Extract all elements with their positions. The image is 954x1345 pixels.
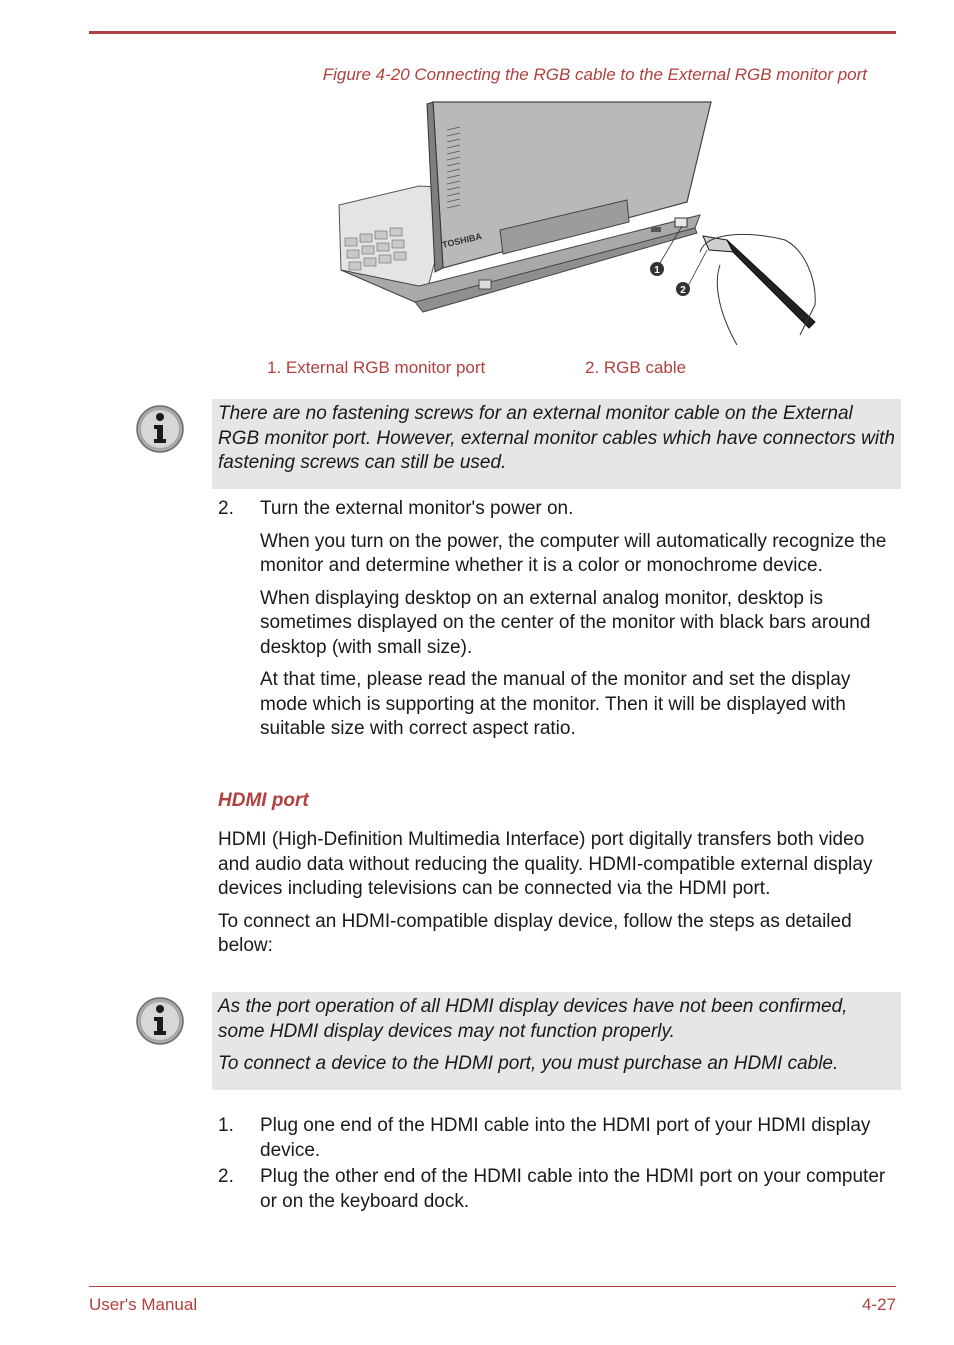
info-icon	[135, 996, 185, 1046]
footer-title: User's Manual	[89, 1295, 198, 1314]
step-text: Plug the other end of the HDMI cable into the HDMI port on your computer or on the keyboard dock.	[260, 1166, 886, 1212]
step-number: 2.	[218, 498, 234, 519]
callout-1: 1	[654, 265, 660, 276]
note-text: As the port operation of all HDMI display devices have not been confirmed, some HDMI display devices may not function properly.	[218, 996, 848, 1042]
callout-2: 2	[680, 285, 686, 296]
list-item	[218, 1165, 898, 1214]
figure-illustration	[335, 100, 825, 348]
info-icon	[135, 404, 185, 454]
rgb-steps	[218, 497, 898, 750]
figure-caption: Figure 4-20 Connecting the RGB cable to the External RGB monitor port	[322, 65, 867, 84]
hdmi-steps	[218, 1114, 898, 1222]
step-detail: When you turn on the power, the computer will automatically recognize the monitor and determine whether it is a color or monochrome device.	[260, 530, 887, 576]
hdmi-intro	[218, 828, 898, 967]
brand-logo: TOSHIBA	[441, 231, 483, 250]
legend-item-1: 1. External RGB monitor port	[267, 358, 486, 377]
page-number: 4-27	[861, 1295, 896, 1314]
paragraph: To connect an HDMI-compatible display device, follow the steps as detailed below:	[218, 910, 852, 956]
note-box	[212, 399, 901, 489]
note-text: There are no fastening screws for an external monitor cable on the External RGB monitor port. However, external monitor cables which have connectors with fastening screws can still be used.	[218, 403, 895, 473]
note-box	[212, 992, 901, 1090]
step-number: 1.	[218, 1115, 234, 1136]
step-number: 2.	[218, 1166, 234, 1187]
step-detail: At that time, please read the manual of the monitor and set the display mode which is supporting at the monitor. Then it will be displayed with suitable size with correct aspect ratio.	[260, 669, 851, 739]
footer-rule	[89, 1286, 896, 1287]
list-item	[218, 497, 898, 522]
step-text: Plug one end of the HDMI cable into the HDMI port of your HDMI display device.	[260, 1115, 871, 1161]
step-text: Turn the external monitor's power on.	[260, 498, 574, 519]
step-detail: When displaying desktop on an external analog monitor, desktop is sometimes displayed on the center of the monitor with black bars around desktop (with small size).	[260, 587, 871, 658]
legend-item-2: 2. RGB cable	[585, 358, 687, 377]
list-item	[218, 1114, 898, 1163]
section-heading: HDMI port	[218, 790, 309, 811]
note-text: To connect a device to the HDMI port, you must purchase an HDMI cable.	[218, 1053, 839, 1074]
header-rule	[89, 31, 896, 34]
paragraph: HDMI (High-Definition Multimedia Interface) port digitally transfers both video and audio data without reducing the quality. HDMI-compatible external display devices including televisions can be connected via the HDMI port.	[218, 829, 873, 899]
